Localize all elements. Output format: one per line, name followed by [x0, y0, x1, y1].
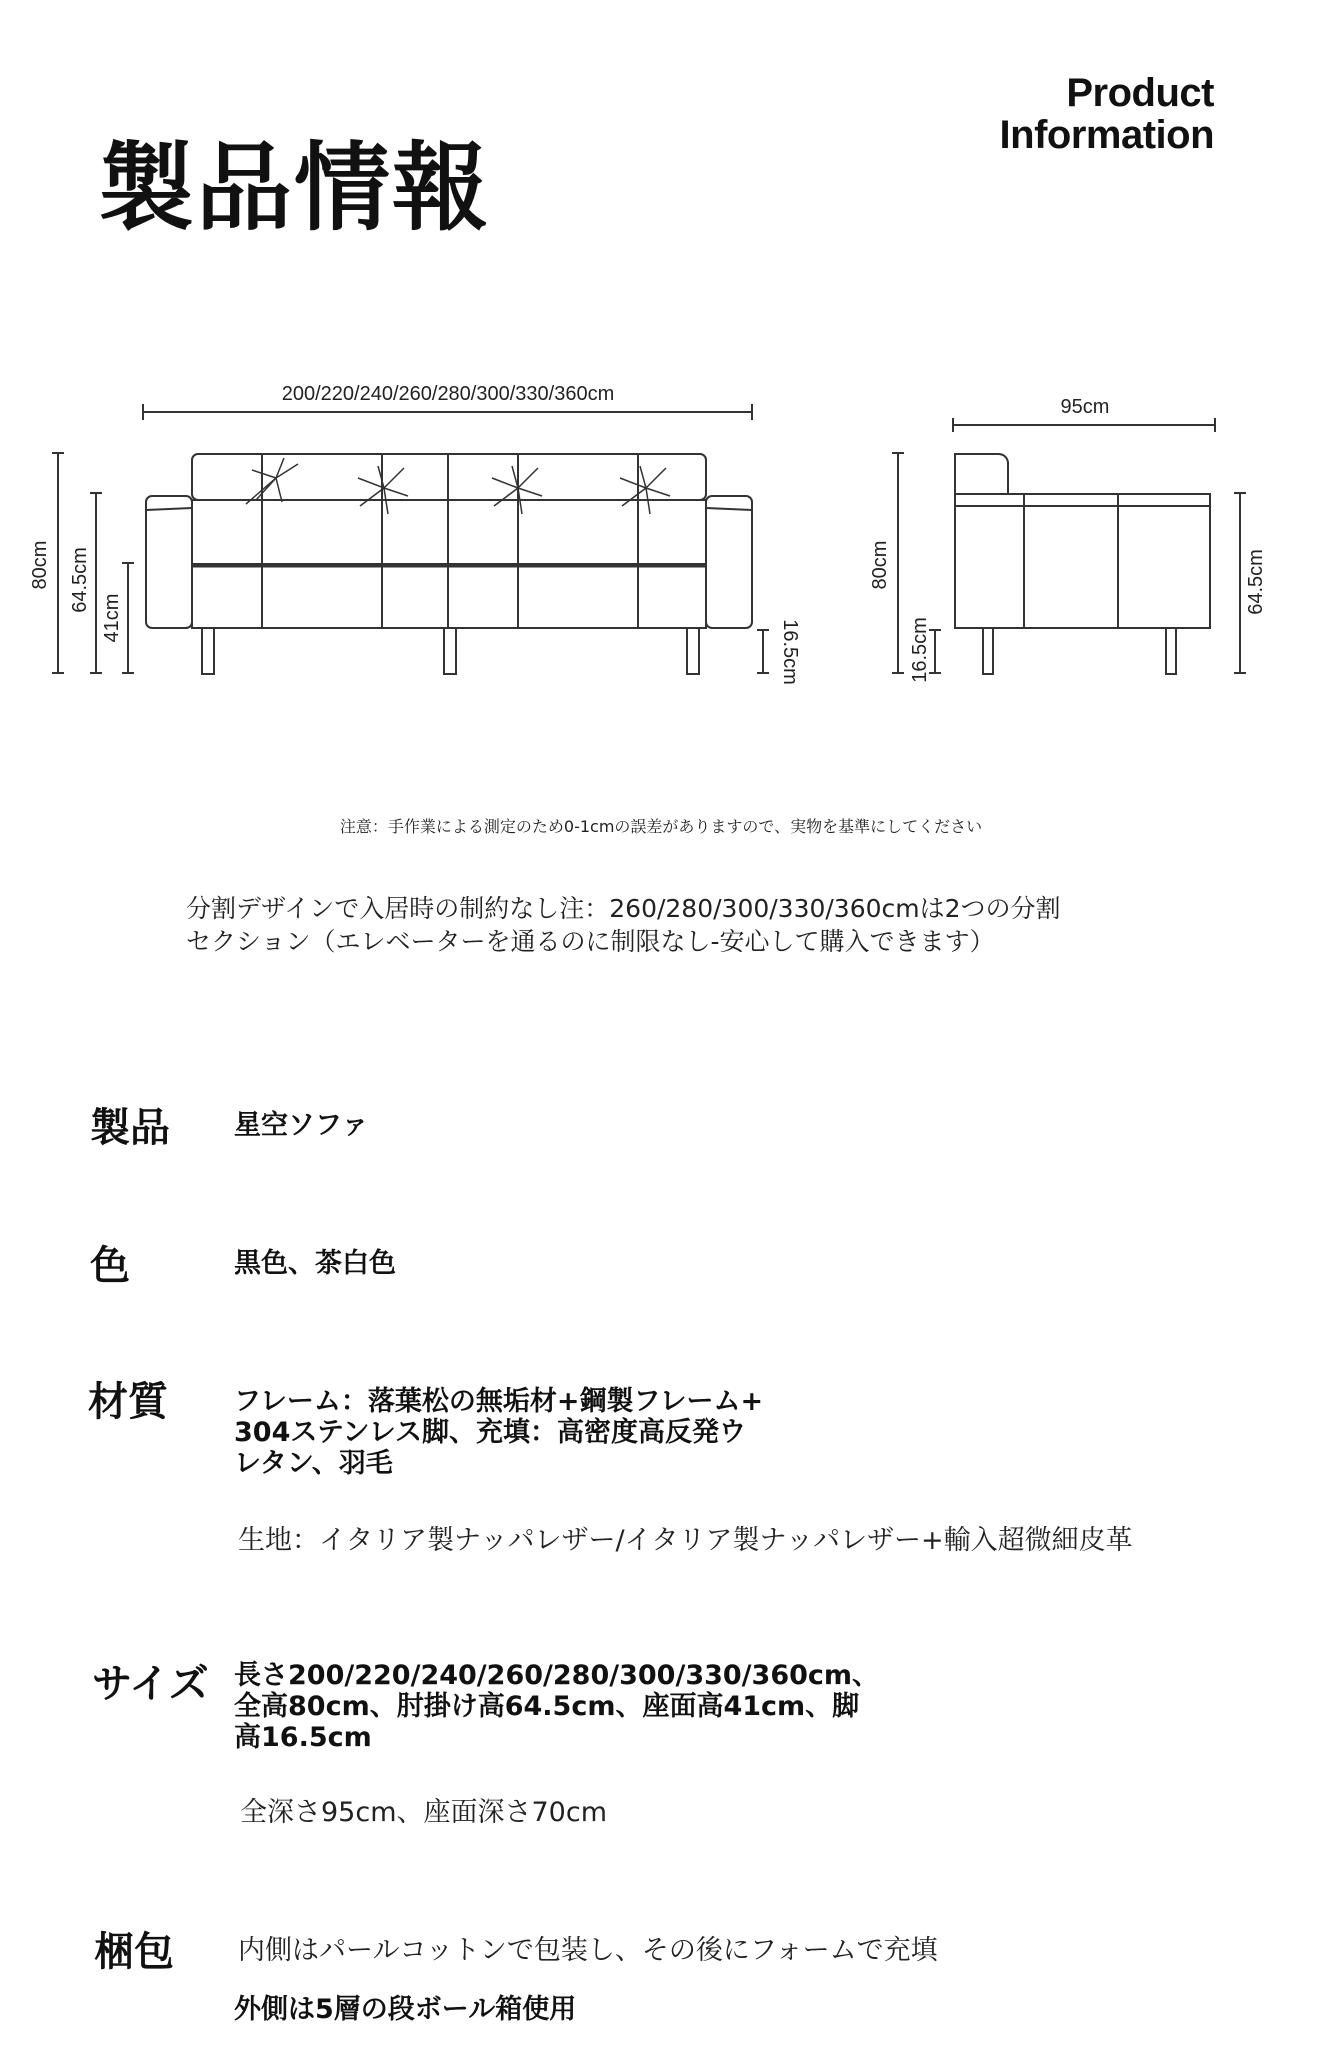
side-height-armrest-label: 64.5cm [1245, 549, 1267, 615]
front-height-total-label: 80cm [29, 540, 51, 590]
material-line: フレーム：落葉松の無垢材+鋼製フレーム+ [234, 1386, 764, 1417]
spec-value-color: 黒色、茶白色 [234, 1248, 396, 1279]
spec-value-material [234, 1386, 763, 1479]
measurement-notice: 注意：手作業による測定のため0-1cmの誤差がありますので、実物を基準にしてください [339, 817, 983, 836]
english-title-line: Product [1066, 71, 1214, 115]
spec-label-size: サイズ [92, 1661, 209, 1707]
dimension-diagram [0, 360, 1322, 700]
spec-sub-material: 生地：イタリア製ナッパレザー/イタリア製ナッパレザー+輸入超微細皮革 [238, 1525, 1133, 1556]
side-height-leg-label: 16.5cm [909, 617, 931, 683]
size-line: 長さ200/220/240/260/280/300/330/360cm、 [234, 1660, 880, 1691]
spec-sub-packing: 内側はパールコットンで包装し、その後にフォームで充填 [238, 1935, 938, 1966]
spec-value-size [234, 1660, 879, 1753]
size-line: 全高80cm、肘掛け高64.5cm、座面高41cm、脚 [234, 1691, 860, 1722]
spec-label-packing: 梱包 [94, 1929, 174, 1975]
intro-line: セクション（エレベーターを通るのに制限なし-安心して購入できます） [186, 927, 995, 956]
front-width-label: 200/220/240/260/280/300/330/360cm [281, 383, 615, 405]
material-line: レタン、羽毛 [234, 1448, 393, 1479]
intro-line: 分割デザインで入居時の制約なし注：260/280/300/330/360cmは2つの分割 [186, 894, 1061, 923]
english-title-line: Information [999, 113, 1214, 157]
spec-label-material: 材質 [88, 1379, 168, 1425]
intro-text [186, 892, 1186, 958]
front-height-armrest-label: 64.5cm [69, 547, 91, 613]
side-depth-label: 95cm [1060, 396, 1110, 418]
front-height-leg-label: 16.5cm [779, 619, 801, 685]
size-line: 高16.5cm [234, 1722, 372, 1753]
front-height-seat-label: 41cm [101, 593, 123, 643]
side-height-total-label: 80cm [869, 540, 891, 590]
spec-value-product: 星空ソファ [234, 1110, 369, 1141]
spec-value-packing: 外側は5層の段ボール箱使用 [234, 1994, 577, 2025]
english-title [1000, 72, 1214, 156]
spec-label-product: 製品 [90, 1105, 170, 1151]
page-title: 製品情報 [98, 132, 490, 244]
spec-label-color: 色 [90, 1243, 130, 1289]
spec-sub-size: 全深さ95cm、座面深さ70cm [240, 1797, 608, 1828]
material-line: 304ステンレス脚、充填：高密度高反発ウ [234, 1417, 746, 1448]
